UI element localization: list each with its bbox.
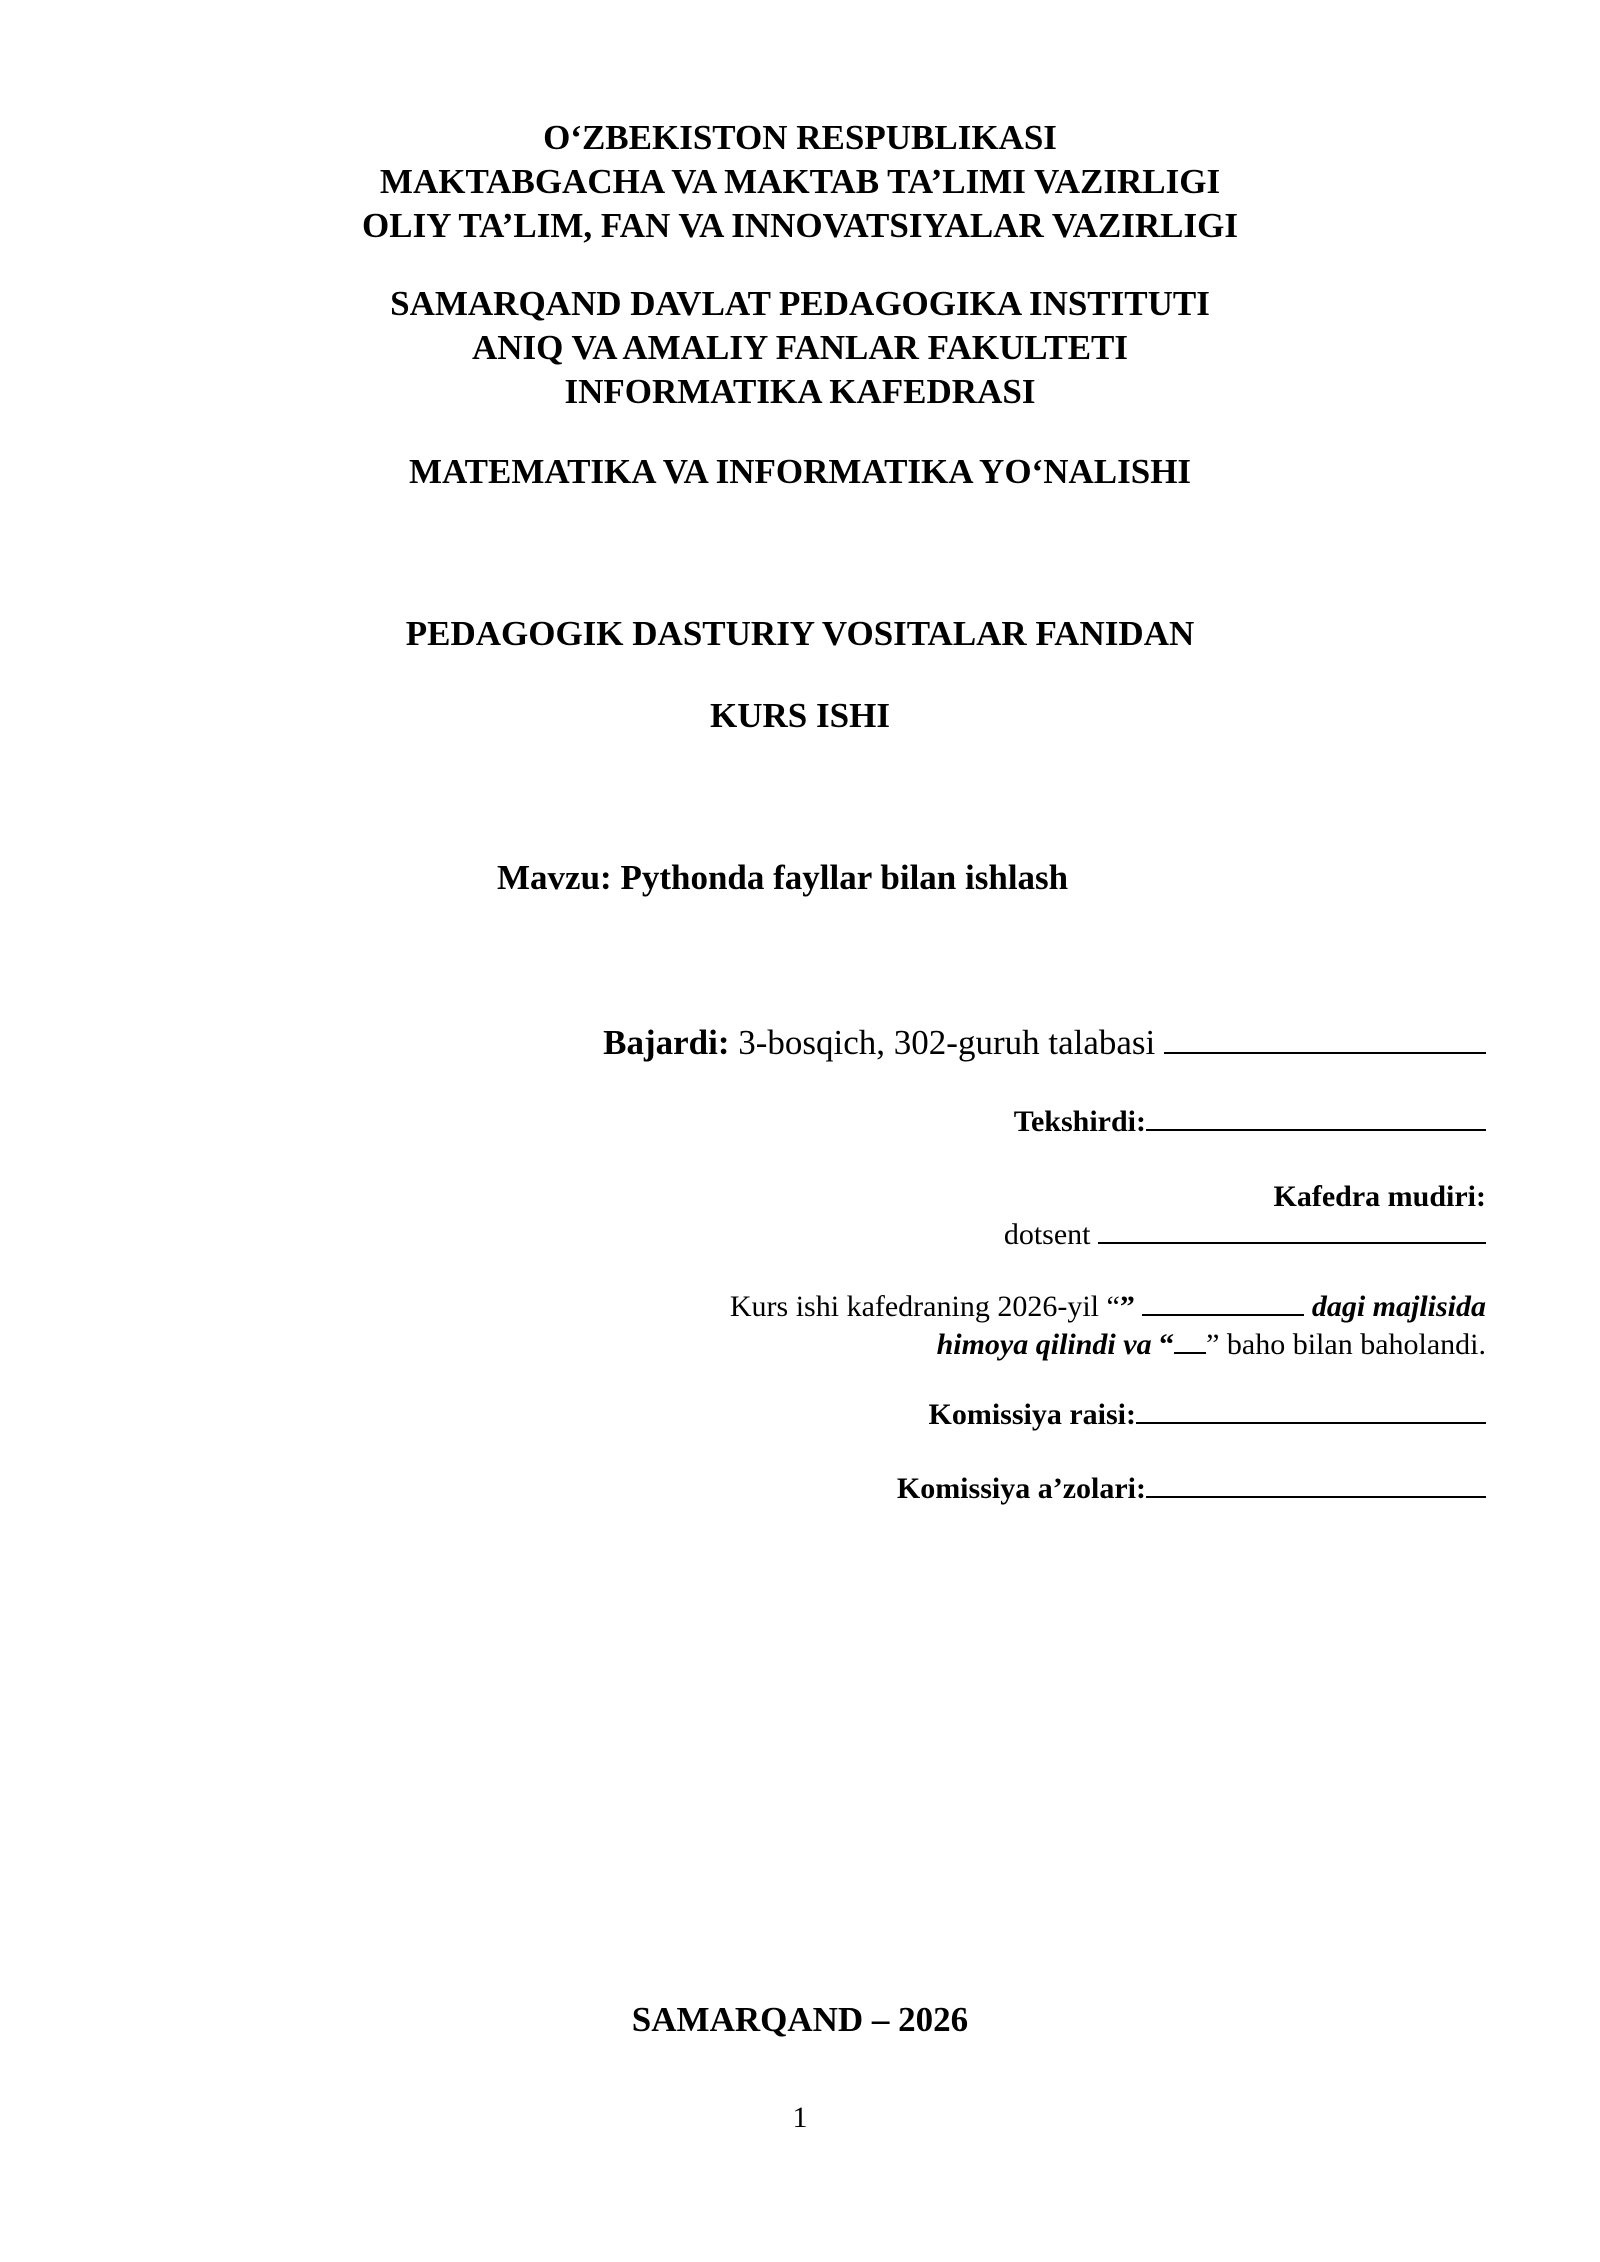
- ministry-line: MAKTABGACHA VA MAKTAB TA’LIMI VAZIRLIGI: [379, 162, 1221, 201]
- commission-members-line: [897, 1470, 1486, 1508]
- city-year-block: [0, 1998, 1600, 2042]
- performed-line: [603, 1021, 1486, 1065]
- defense-note: [730, 1288, 1486, 1364]
- commission-chair-line: [929, 1396, 1487, 1434]
- performed-text: 3-bosqich, 302-guruh talabasi: [738, 1023, 1156, 1062]
- checked-line: [1014, 1103, 1486, 1141]
- topic-label: Mavzu:: [497, 858, 612, 897]
- city-year: SAMARQAND – 2026: [631, 2000, 969, 2039]
- topic-line: [497, 856, 1068, 900]
- department-line: INFORMATIKA KAFEDRASI: [564, 372, 1036, 411]
- commission-members-label: Komissiya a’zolari:: [896, 1472, 1146, 1505]
- direction-block: [0, 450, 1600, 494]
- defense-line2-close: ” baho bilan baholandi.: [1206, 1328, 1486, 1361]
- performed-signature-blank: [1164, 1051, 1486, 1054]
- commission-members-blank: [1146, 1495, 1486, 1498]
- head-label: Kafedra mudiri:: [1273, 1180, 1486, 1213]
- subject-block: [0, 612, 1600, 656]
- page-number: 1: [792, 2101, 808, 2134]
- defense-line1-pre: Kurs ishi kafedraning 2026-yil “: [729, 1290, 1120, 1323]
- commission-chair-label: Komissiya raisi:: [928, 1398, 1136, 1431]
- work-type-block: [0, 694, 1600, 738]
- defense-line-1: [730, 1288, 1486, 1326]
- defense-line1-quote: ”: [1119, 1290, 1135, 1323]
- performed-label: Bajardi:: [603, 1023, 730, 1062]
- subject-title: PEDAGOGIK DASTURIY VOSITALAR FANIDAN: [405, 614, 1195, 653]
- defense-date-blank: [1142, 1313, 1304, 1316]
- topic-text: Pythonda fayllar bilan ishlash: [620, 858, 1069, 897]
- direction-title: MATEMATIKA VA INFORMATIKA YO‘NALISHI: [408, 452, 1192, 491]
- defense-line2-pre: himoya qilindi va: [936, 1328, 1152, 1361]
- ministry-line: O‘ZBEKISTON RESPUBLIKASI: [543, 118, 1057, 157]
- ministry-block: [0, 116, 1600, 248]
- work-type-title: KURS ISHI: [710, 696, 890, 735]
- defense-line-2: [730, 1326, 1486, 1364]
- defense-line1-post: dagi majlisida: [1311, 1290, 1486, 1323]
- defense-line2-open: “: [1159, 1328, 1175, 1361]
- institute-line: SAMARQAND DAVLAT PEDAGOGIKA INSTITUTI: [390, 284, 1210, 323]
- head-title: dotsent: [1003, 1218, 1091, 1251]
- faculty-line: ANIQ VA AMALIY FANLAR FAKULTETI: [471, 328, 1129, 367]
- checked-label: Tekshirdi:: [1013, 1105, 1146, 1138]
- grade-blank: [1174, 1351, 1206, 1354]
- checked-signature-blank: [1146, 1128, 1486, 1131]
- institute-block: [0, 282, 1600, 414]
- head-line: [1004, 1216, 1486, 1254]
- commission-chair-blank: [1136, 1421, 1486, 1424]
- head-block: [1004, 1178, 1486, 1254]
- head-signature-blank: [1098, 1241, 1486, 1244]
- ministry-line: OLIY TA’LIM, FAN VA INNOVATSIYALAR VAZIRLIGI: [362, 206, 1238, 245]
